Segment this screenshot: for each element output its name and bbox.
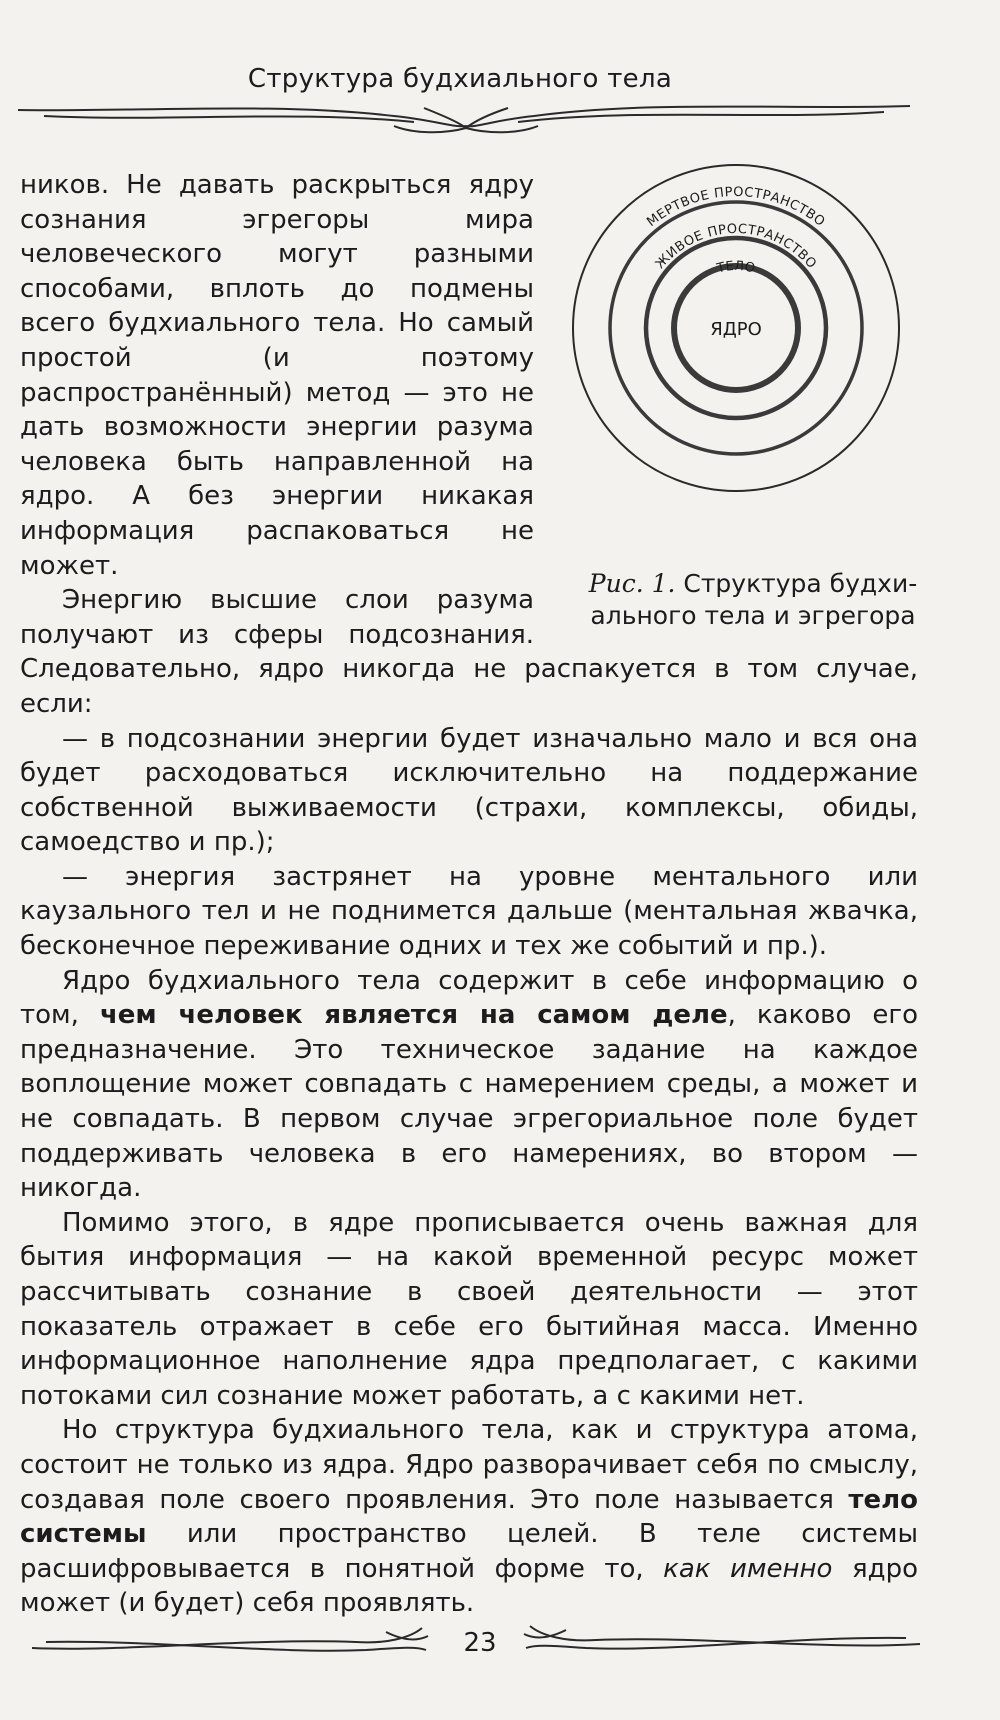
paragraph-4: — энергия застрянет на уровне ментального или каузального тел и не поднимется дальше (ментальная жвачка, бесконечное переживание одних и тех же событий и пр.).	[20, 861, 918, 962]
label-living-space: ЖИВОЕ ПРОСТРАНСТВО	[652, 221, 820, 272]
paragraph-7: Но структура будхиального тела, как и структура атома, состоит не только из ядра. Ядро разворачивает себя по смыслу, создавая поле своего проявления. Это поле называется тело системы или пространство целей. В теле системы расшифровывается в понятной форме то, как именно ядро может (и будет) себя проявлять.	[20, 1415, 918, 1619]
emphasis-true-self: чем человек является на самом деле	[99, 1000, 728, 1031]
caption-line-1: Структура будхи-	[683, 569, 918, 598]
figure-label: Рис. 1.	[588, 569, 676, 598]
header-ornament	[14, 96, 914, 140]
caption-line-2: ального тела и эгрегора	[590, 601, 916, 630]
label-dead-space: МЕРТВОЕ ПРОСТРАНСТВО	[644, 184, 828, 230]
label-core: ЯДРО	[710, 319, 762, 340]
paragraph-3: — в подсознании энергии будет изначально мало и вся она будет расходоваться исключительно на поддержание собственной выживаемости (страхи, комплексы, обиды, самоедство и пр.);	[20, 723, 918, 858]
paragraph-1: ников. Не давать раскрыться ядру сознания эгрегоры мира человеческого могут разными способами, вплоть до подмены всего будхиального тела. Но самый простой (и поэтому распространённый) метод — это не дать возможности энергии разума человека быть направленной на ядро. А без энергии никакая информация распаковаться не может.	[20, 170, 534, 581]
figure-caption	[560, 568, 946, 632]
page-body	[20, 168, 918, 1621]
emphasis-system-body: тело системы	[20, 1484, 918, 1550]
label-body: ТЕЛО	[715, 258, 757, 277]
page-header-title: Структура будхиального тела	[247, 64, 673, 94]
buddhial-structure-diagram	[566, 158, 906, 498]
figure-1	[560, 168, 946, 646]
emphasis-how-exactly: как именно	[663, 1553, 833, 1584]
page-number: 23	[463, 1628, 497, 1658]
paragraph-2: Энергию высшие слои разума получают из сферы подсознания. Следовательно, ядро никогда не распакуется в том случае, если:	[20, 585, 918, 719]
paragraph-5: Ядро будхиального тела содержит в себе информацию о том, чем человек является на самом деле, каково его предназначение. Это техническое задание на каждое воплощение может совпадать с намерением среды, а может и не совпадать. В первом случае эгрегориальное поле будет поддерживать человека в его намерениях, во втором — никогда.	[20, 965, 918, 1204]
paragraph-6: Помимо этого, в ядре прописывается очень важная для бытия информация — на какой временной ресурс может рассчитывать сознание в своей деятельности — этот показатель отражает в себе его бытийная масса. Именно информационное наполнение ядра предполагает, с какими потоками сил сознание может работать, а с какими нет.	[20, 1207, 918, 1411]
